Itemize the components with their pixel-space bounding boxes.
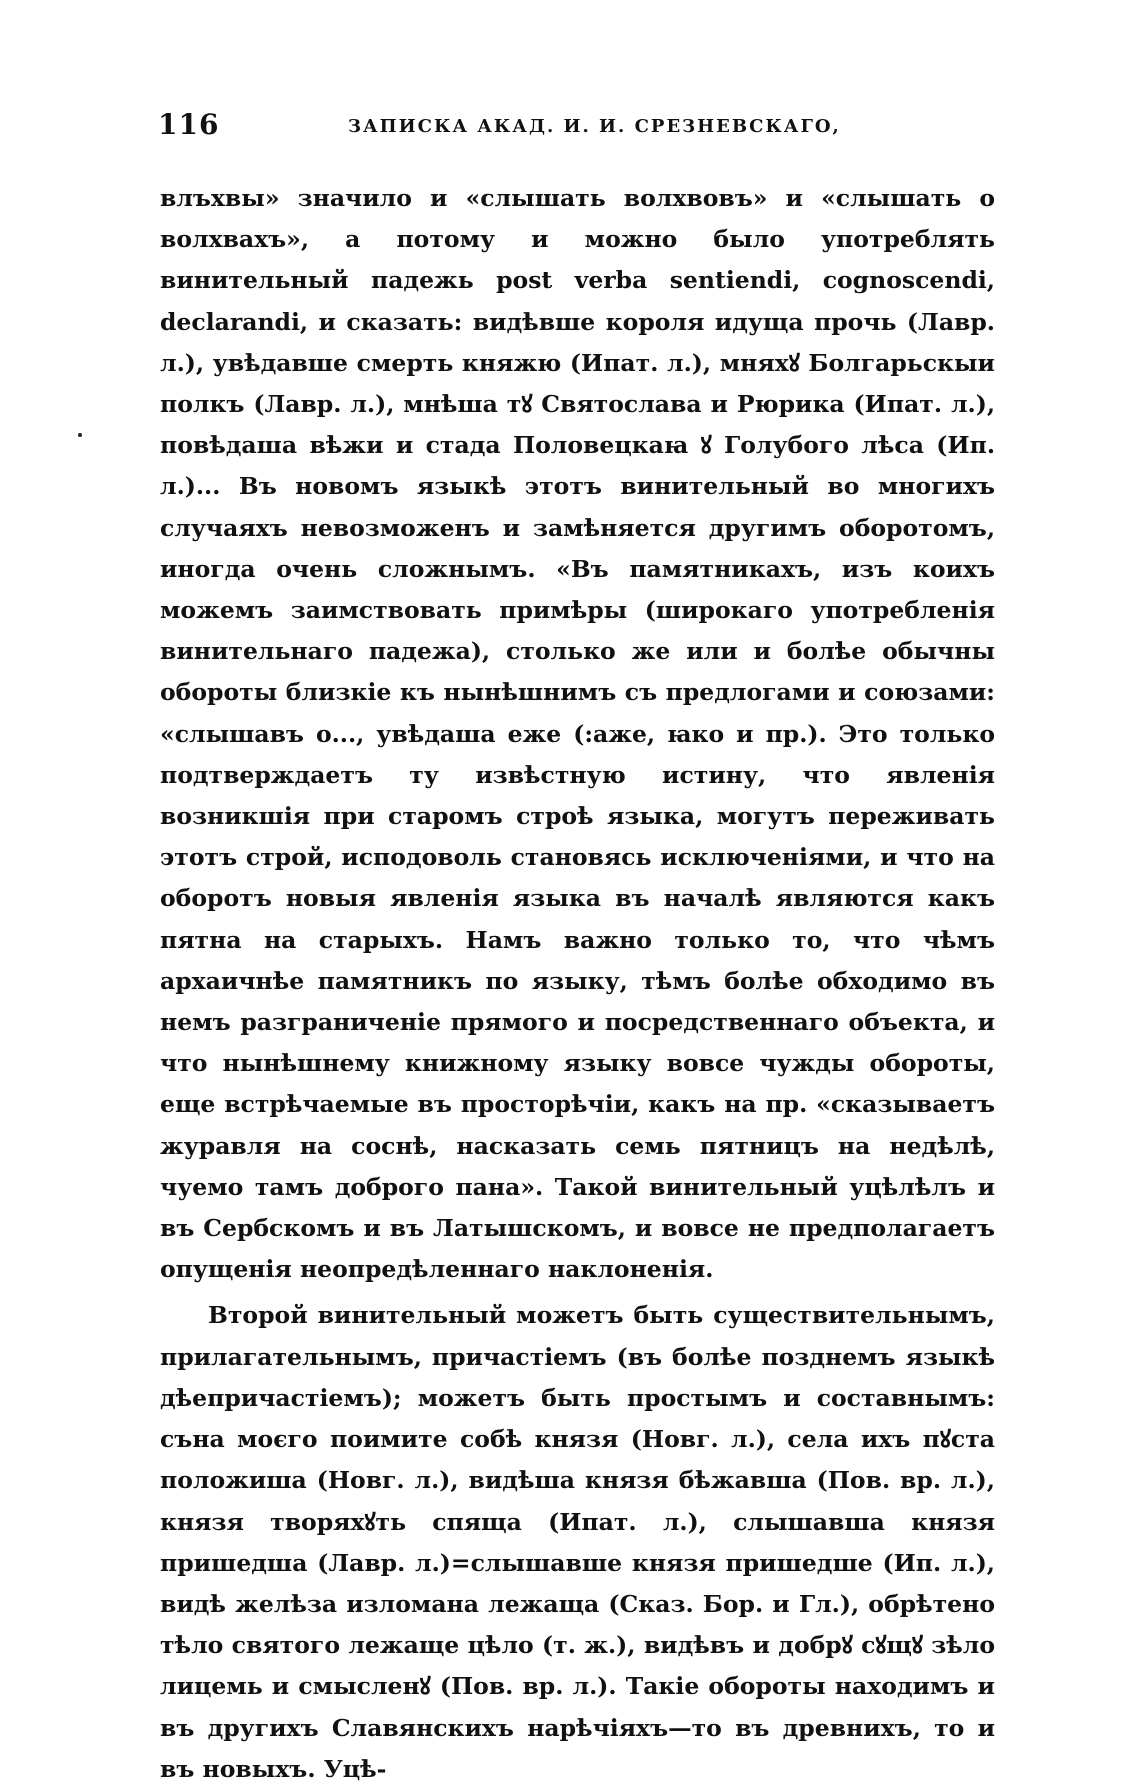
body-text <box>160 178 995 1790</box>
running-title: ЗАПИСКА АКАД. И. И. СРЕЗНЕВСКАГО, <box>348 116 841 137</box>
page-number: 116 <box>158 108 220 141</box>
print-speck <box>78 433 82 437</box>
paragraph-2: Второй винительный можетъ быть существительнымъ, прилагательнымъ, причастіемъ (въ болѣе позднемъ языкѣ дѣепричастіемъ); можетъ быть простымъ и составнымъ: съна моєго поимите собѣ князя (Новг. л.), села ихъ пꙋста положиша (Новг. л.), видѣша князя бѣжавша (Пов. вр. л.), князя творяхꙋть спяща (Ипат. л.), слышавша князя пришедша (Лавр. л.)=слышавше князя пришедше (Ип. л.), видѣ желѣза изломана лежаща (Сказ. Бор. и Гл.), обрѣтено тѣло святого лежаще цѣло (т. ж.), видѣвъ и добрꙋ сꙋщꙋ зѣло лицемь и смысленꙋ (Пов. вр. л.). Такіе обороты находимъ и въ другихъ Славянскихъ нарѣчіяхъ—то въ древнихъ, то и въ новыхъ. Уцѣ- <box>160 1301 995 1783</box>
page-header <box>158 108 998 148</box>
paragraph-1: влъхвы» значило и «слышать волхвовъ» и «слышать о волхвахъ», а потому и можно было употреблять винительный падежь post verba sentiendi, cognoscendi, declarandi, и сказать: видѣвше короля идуща прочь (Лавр. л.), увѣдавше смерть княжю (Ипат. л.), мняхꙋ Болгарьскыи полкъ (Лавр. л.), мнѣша тꙋ Святослава и Рюрика (Ипат. л.), повѣдаша вѣжи и стада Половецкаꙗ ꙋ Голубого лѣса (Ип. л.)... Въ новомъ языкѣ этотъ винительный во многихъ случаяхъ невозможенъ и замѣняется другимъ оборотомъ, иногда очень сложнымъ. «Въ памятникахъ, изъ коихъ можемъ заимствовать примѣры (широкаго употребленія винительнаго падежа), столько же или и болѣе обычны обороты близкіе къ нынѣшнимъ съ предлогами и союзами: «слышавъ о..., увѣдаша еже (:аже, ꙗко и пр.). Это только подтверждаетъ ту извѣстную истину, что явленія возникшія при старомъ строѣ языка, могутъ переживать этотъ строй, исподоволь становясь исключеніями, и что на оборотъ новыя явленія языка въ началѣ являются какъ пятна на старыхъ. Намъ важно только то, что чѣмъ архаичнѣе памятникъ по языку, тѣмъ болѣе обходимо въ немъ разграниченіе прямого и посредственнаго объекта, и что нынѣшнему книжному языку вовсе чужды обороты, еще встрѣчаемые въ просторѣчіи, какъ на пр. «сказываетъ журавля на соснѣ, насказать семь пятницъ на недѣлѣ, чуемо тамъ доброго пана». Такой винительный уцѣлѣлъ и въ Сербскомъ и въ Латышскомъ, и вовсе не предполагаетъ опущенія неопредѣленнаго наклоненія. <box>160 184 995 1284</box>
